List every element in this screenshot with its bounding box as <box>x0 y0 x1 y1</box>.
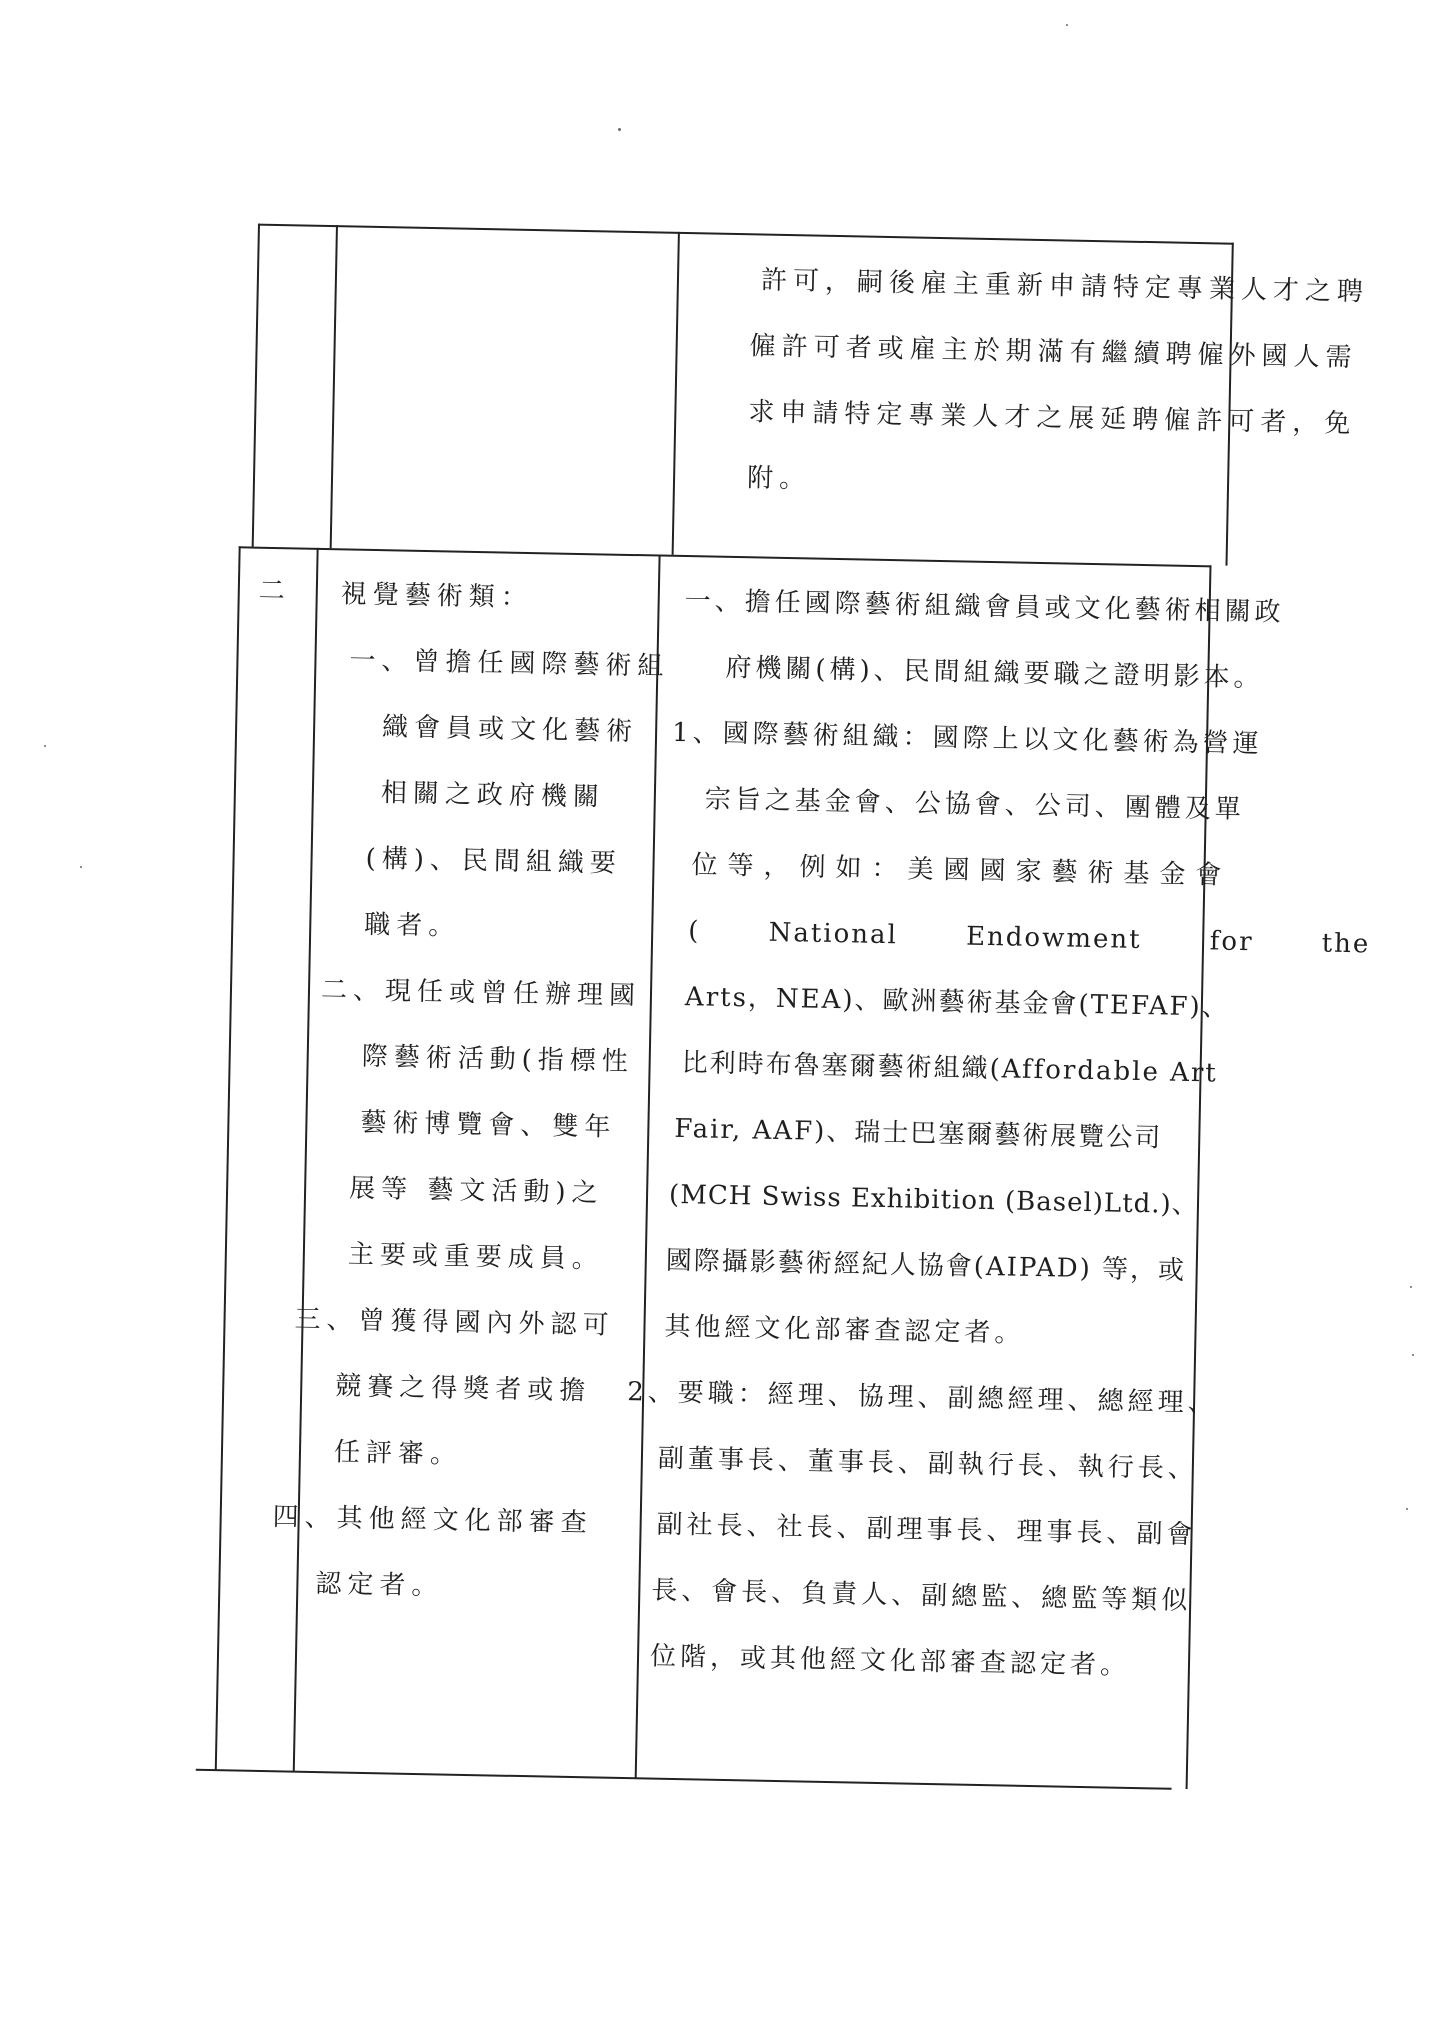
table-top-border <box>258 224 1234 245</box>
criteria-item-line: 一、曾擔任國際藝術組 <box>349 645 670 682</box>
criteria-item-line: 主要或重要成員。 <box>347 1239 605 1275</box>
criteria-item-line: 職者。 <box>364 909 461 942</box>
scan-speck <box>1406 1508 1408 1510</box>
row1-line: 附。 <box>746 463 812 495</box>
criteria-item-line: 三、曾獲得國內外認可 <box>294 1304 615 1341</box>
scan-speck <box>618 128 621 131</box>
document-line: 一、擔任國際藝術組織會員或文化藝術相關政 <box>684 586 1285 628</box>
row1-line: 許可，嗣後雇主重新申請特定專業人才之聘 <box>760 265 1370 308</box>
column-divider-1 <box>330 225 338 548</box>
document-line: 位階，或其他經文化部審查認定者。 <box>649 1641 1131 1681</box>
document-line: 府機關(構)、民間組織要職之證明影本。 <box>725 652 1264 694</box>
row1-line: 僱許可者或雇主於期滿有繼續聘僱外國人需 <box>749 331 1358 374</box>
document-line: 2、要職：經理、協理、副總經理、總經理、 <box>626 1377 1218 1419</box>
category-heading: 視覺藝術類： <box>340 579 534 614</box>
table-bottom-border <box>196 1769 1172 1790</box>
document-line: 其他經文化部審查認定者。 <box>664 1311 1025 1349</box>
scan-speck <box>1410 1286 1412 1288</box>
criteria-item-line: 展等 藝文活動)之 <box>348 1173 604 1209</box>
criteria-item-line: 競賽之得獎者或擔 <box>334 1371 592 1407</box>
document-line: 宗旨之基金會、公協會、公司、團體及單 <box>704 784 1246 826</box>
scan-speck <box>44 745 46 747</box>
criteria-item-line: 藝術博覽會、雙年 <box>360 1107 617 1143</box>
document-table <box>196 223 1371 1792</box>
criteria-item-line: 織會員或文化藝術 <box>381 712 639 748</box>
criteria-item-line: 際藝術活動(指標性 <box>361 1041 635 1078</box>
row1-line: 求申請特定專業人才之展延聘僱許可者，免 <box>748 397 1357 440</box>
document-line: Arts，NEA)、歐洲藝術基金會(TEFAF)、 <box>684 982 1231 1023</box>
document-line: Fair, AAF)、瑞士巴塞爾藝術展覽公司 <box>674 1113 1163 1154</box>
table-left-border <box>252 224 260 547</box>
criteria-item-line: 任評審。 <box>333 1437 463 1470</box>
criteria-item-line: 二、現任或曾任辦理國 <box>320 975 642 1012</box>
document-line: 1、國際藝術組織：國際上以文化藝術為營運 <box>671 717 1263 760</box>
document-line: 副董事長、董事長、副執行長、執行長、 <box>657 1443 1199 1485</box>
document-line: 位等，例如：美國國家藝術基金會 <box>691 850 1232 891</box>
scan-speck <box>1066 24 1068 26</box>
table-left-border <box>215 546 241 1770</box>
scan-speck <box>1412 1354 1414 1356</box>
scan-speck <box>80 866 82 868</box>
column-divider-2 <box>672 232 680 555</box>
document-line: 副社長、社長、副理事長、理事長、副會 <box>656 1509 1197 1551</box>
document-line: ( National Endowment for the <box>687 916 1371 960</box>
document-line: (MCH Swiss Exhibition (Basel)Ltd.)、 <box>668 1179 1200 1221</box>
criteria-item-line: (構)、民間組織要 <box>365 843 623 879</box>
criteria-item-line: 四、其他經文化部審查 <box>272 1502 593 1539</box>
document-line: 長、會長、負責人、副總監、總監等類似 <box>651 1575 1192 1617</box>
document-line: 比利時布魯塞爾藝術組織(Affordable Art <box>681 1048 1219 1089</box>
row-number: 二 <box>258 575 286 607</box>
criteria-item-line: 認定者。 <box>315 1569 444 1602</box>
criteria-item-line: 相關之政府機關 <box>380 778 606 813</box>
document-line: 國際攝影藝術經紀人協會(AIPAD) 等，或 <box>665 1245 1187 1286</box>
